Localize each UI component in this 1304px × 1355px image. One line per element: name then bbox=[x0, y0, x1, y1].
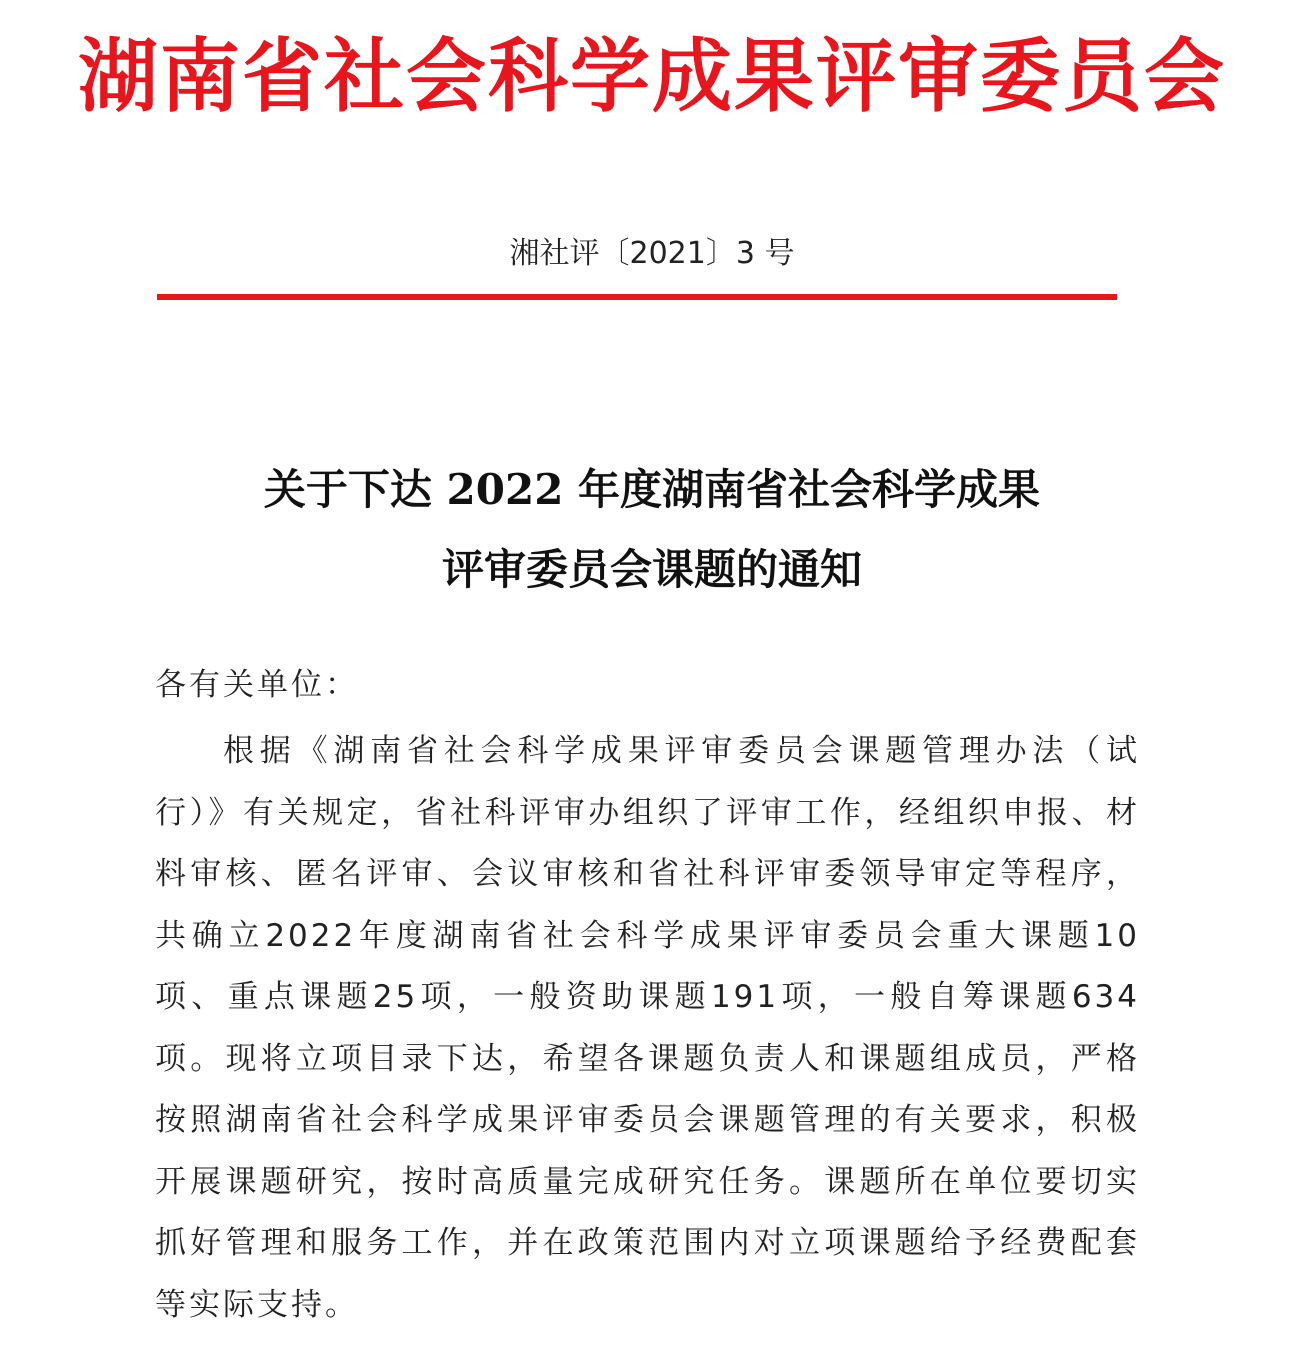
salutation: 各有关单位： bbox=[155, 667, 359, 703]
document-number: 湘社评〔2021〕3 号 bbox=[509, 236, 795, 271]
red-divider-rule bbox=[157, 294, 1117, 300]
notice-title-line-1: 关于下达 2022 年度湖南省社会科学成果 bbox=[263, 465, 1041, 514]
organization-masthead: 湖南省社会科学成果评审委员会 bbox=[78, 29, 1226, 123]
notice-title-line-2: 评审委员会课题的通知 bbox=[441, 545, 862, 594]
body-paragraph: 根据《湖南省社会科学成果评审委员会课题管理办法（试行）》有关规定，省社科评审办组织了评审工作，经组织申报、材料审核、匿名评审、会议审核和省社科评审委领导审定等程序，共确立2022年度湖南省社会科学成果评审委员会重大课题10项、重点课题25项，一般资助课题191项，一般自筹课题634项。现将立项目录下达，希望各课题负责人和课题组成员，严格按照湖南省社会科学成果评审委员会课题管理的有关要求，积极开展课题研究，按时高质量完成研究任务。课题所在单位要切实抓好管理和服务工作，并在政策范围内对立项课题给予经费配套等实际支持。 bbox=[155, 733, 1140, 1323]
